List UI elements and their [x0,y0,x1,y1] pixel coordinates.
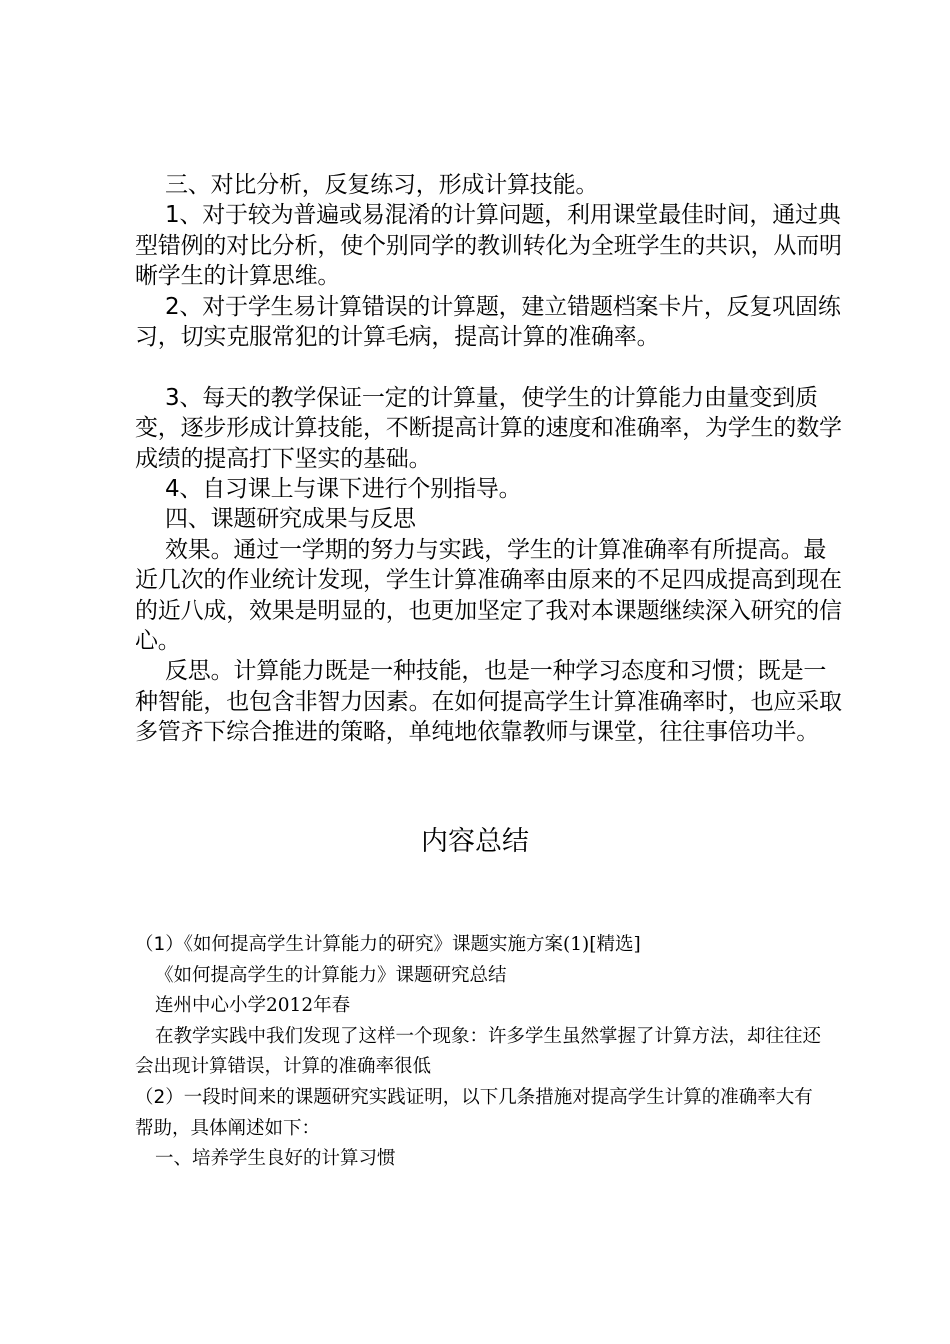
section3-heading: 三、对比分析，反复练习，形成计算技能。 [165,172,599,198]
paragraph-reflection: 反思。计算能力既是一种技能，也是一种学习态度和习惯；既是一种智能，也包含非智力因素。在如何提高学生计算准确率时，也应采取多管齐下综合推进的策略，单纯地依靠教师与课堂，往往事倍功半。 [135,658,842,746]
summary-section [135,930,825,1175]
main-body [135,170,847,748]
summary-line-3-school: 连州中心小学 [155,995,267,1017]
paragraph-item-1: 1、对于较为普遍或易混淆的计算问题，利用课堂最佳时间，通过典型错例的对比分析，使个别同学的教训转化为全班学生的共识，从而明晰学生的计算思维。 [135,202,842,290]
paragraph-item-2: 2、对于学生易计算错误的计算题，建立错题档案卡片，反复巩固练习，切实克服常犯的计算毛病，提高计算的准确率。 [135,293,841,351]
blank-line [135,352,847,382]
paragraph-effect: 效果。通过一学期的努力与实践，学生的计算准确率有所提高。最近几次的作业统计发现，学生计算准确率由原来的不足四成提高到现在的近八成，效果是明显的，也更加坚定了我对本课题继续深入研究的信心。 [135,536,842,655]
summary-line-1-text: （1）《如何提高学生计算能力的研究》课题实施方案 [135,934,564,955]
summary-line-1-suffix: (1)[精选] [563,934,641,955]
summary-line-1 [135,930,825,961]
summary-line-3-season: 年春 [313,995,351,1017]
summary-line-2: 《如何提高学生的计算能力》课题研究总结 [155,964,507,986]
section4-heading: 四、课题研究成果与反思 [165,506,416,533]
summary-heading: 内容总结 [421,826,529,857]
summary-line-6: 一、培养学生良好的计算习惯 [155,1148,396,1170]
paragraph-item-4: 4、自习课上与课下进行个别指导。 [165,476,522,503]
summary-line-3 [135,991,825,1022]
summary-line-5: （2）一段时间来的课题研究实践证明，以下几条措施对提高学生计算的准确率大有帮助，具体阐述如下： [135,1086,813,1139]
summary-line-3-year: 2012 [266,995,314,1017]
summary-line-4: 在教学实践中我们发现了这样一个现象：许多学生虽然掌握了计算方法，却往往还会出现计算错误，计算的准确率很低 [135,1025,822,1078]
paragraph-item-3: 3、每天的教学保证一定的计算量，使学生的计算能力由量变到质变，逐步形成计算技能，不断提高计算的速度和准确率，为学生的数学成绩的提高打下坚实的基础。 [135,384,842,472]
